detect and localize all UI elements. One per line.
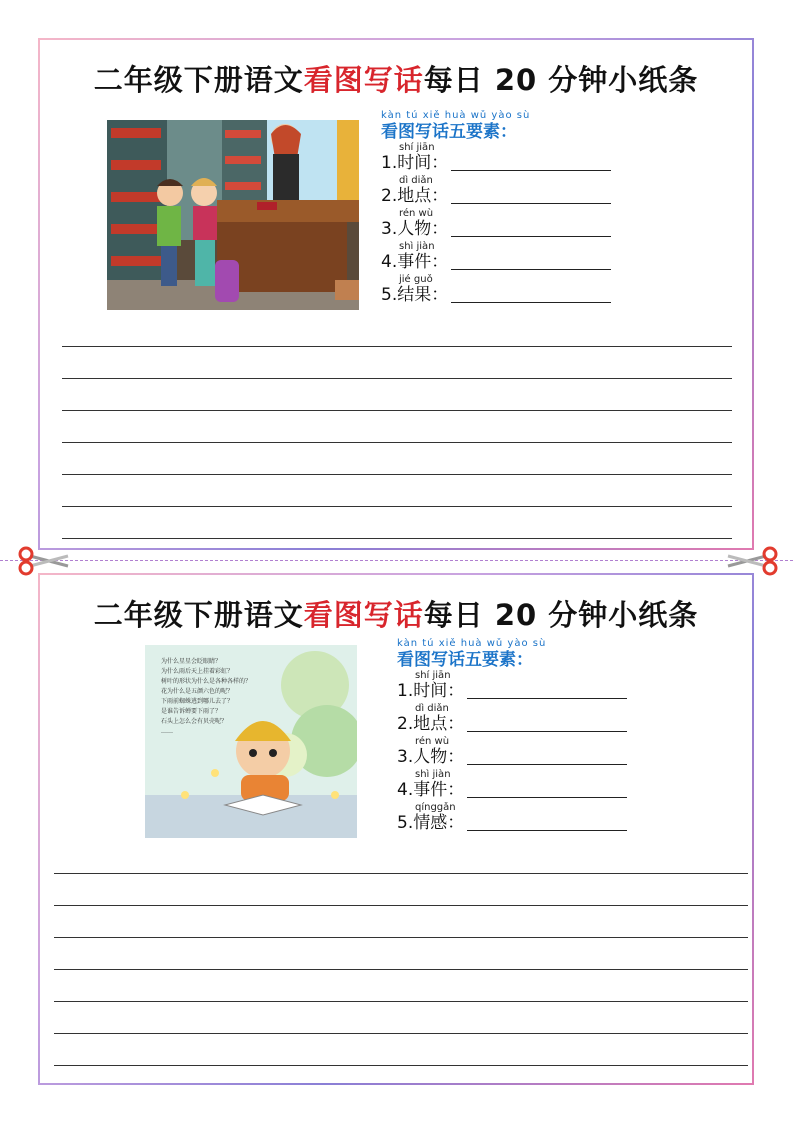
title-highlight: 看图写话 [303, 63, 424, 97]
picture-question: 石头上怎么会有贝壳呢？ [161, 718, 228, 725]
item-label: 4.事件： [397, 780, 465, 800]
five-elements-panel [397, 638, 657, 835]
fill-blank[interactable] [467, 698, 627, 699]
item-pinyin: dì diǎn [415, 703, 449, 714]
fill-blank[interactable] [451, 203, 611, 204]
item-label: 1.时间： [397, 681, 465, 701]
item-label: 3.人物： [381, 219, 449, 239]
five-elements-panel [381, 110, 641, 307]
elements-heading: 看图写话五要素： [381, 122, 517, 142]
item-label: 2.地点： [381, 186, 449, 206]
fill-blank[interactable] [451, 269, 611, 270]
writing-line[interactable] [62, 507, 732, 539]
item-pinyin: dì diǎn [399, 175, 433, 186]
card-title [40, 593, 752, 634]
item-pinyin: rén wù [415, 736, 450, 747]
elements-heading: 看图写话五要素： [397, 650, 533, 670]
element-row-people [397, 736, 657, 769]
writing-lines[interactable] [62, 343, 732, 539]
writing-line[interactable] [54, 970, 748, 1002]
picture-question: 树叶的形状为什么是各种各样的？ [161, 678, 252, 685]
library-illustration [107, 120, 359, 310]
worksheet-card-1 [38, 38, 754, 550]
title-part: 二年级下册语文 [93, 63, 304, 97]
item-pinyin: shí jiān [399, 142, 435, 153]
picture-question: 为什么雨后天上挂着彩虹？ [161, 668, 234, 675]
fill-blank[interactable] [467, 830, 627, 831]
heading-pinyin: kàn tú xiě huà wǔ yào sù [381, 110, 531, 121]
element-row-time [397, 670, 657, 703]
writing-line[interactable] [62, 379, 732, 411]
element-row-result [381, 274, 641, 307]
title-part: 二年级下册语文 [93, 598, 304, 632]
picture-question: 下雨前蜘蛛逃到哪儿去了？ [161, 698, 234, 705]
title-part: 每日 20 分钟小纸条 [423, 598, 699, 632]
item-label: 4.事件： [381, 252, 449, 272]
fill-blank[interactable] [451, 170, 611, 171]
scissors-icon [726, 546, 780, 576]
picture-question-list [161, 657, 311, 737]
item-pinyin: shí jiān [415, 670, 451, 681]
writing-line[interactable] [62, 443, 732, 475]
writing-line[interactable] [62, 347, 732, 379]
element-row-place [397, 703, 657, 736]
fill-blank[interactable] [467, 797, 627, 798]
writing-line[interactable] [54, 938, 748, 970]
fill-blank[interactable] [467, 731, 627, 732]
card-title [40, 58, 752, 99]
title-part: 每日 20 分钟小纸条 [423, 63, 699, 97]
heading-pinyin: kàn tú xiě huà wǔ yào sù [397, 638, 547, 649]
item-pinyin: shì jiàn [415, 769, 451, 780]
writing-line[interactable] [54, 1002, 748, 1034]
element-row-feeling [397, 802, 657, 835]
item-label: 5.情感： [397, 813, 465, 833]
element-row-event [397, 769, 657, 802]
element-row-people [381, 208, 641, 241]
title-highlight: 看图写话 [303, 598, 424, 632]
worksheet-card-2 [38, 573, 754, 1085]
writing-line[interactable] [62, 411, 732, 443]
item-pinyin: shì jiàn [399, 241, 435, 252]
picture-question: 花为什么是五颜六色的呢？ [161, 688, 234, 695]
item-label: 1.时间： [381, 153, 449, 173]
writing-lines[interactable] [54, 870, 748, 1066]
fill-blank[interactable] [451, 302, 611, 303]
cut-line [0, 560, 793, 562]
picture-question: …… [161, 728, 173, 735]
item-pinyin: qínggǎn [415, 802, 456, 813]
writing-line[interactable] [54, 874, 748, 906]
item-label: 2.地点： [397, 714, 465, 734]
writing-line[interactable] [54, 906, 748, 938]
item-pinyin: jié guǒ [399, 274, 433, 285]
fill-blank[interactable] [467, 764, 627, 765]
element-row-event [381, 241, 641, 274]
item-label: 3.人物： [397, 747, 465, 767]
item-label: 5.结果： [381, 285, 449, 305]
item-pinyin: rén wù [399, 208, 434, 219]
writing-line[interactable] [62, 475, 732, 507]
picture-question: 是谁告诉蝉要下雨了？ [161, 708, 222, 715]
picture-question: 为什么星星会眨眼睛？ [161, 658, 222, 665]
writing-line[interactable] [54, 1034, 748, 1066]
element-row-place [381, 175, 641, 208]
scissors-icon [16, 546, 70, 576]
fill-blank[interactable] [451, 236, 611, 237]
element-row-time [381, 142, 641, 175]
